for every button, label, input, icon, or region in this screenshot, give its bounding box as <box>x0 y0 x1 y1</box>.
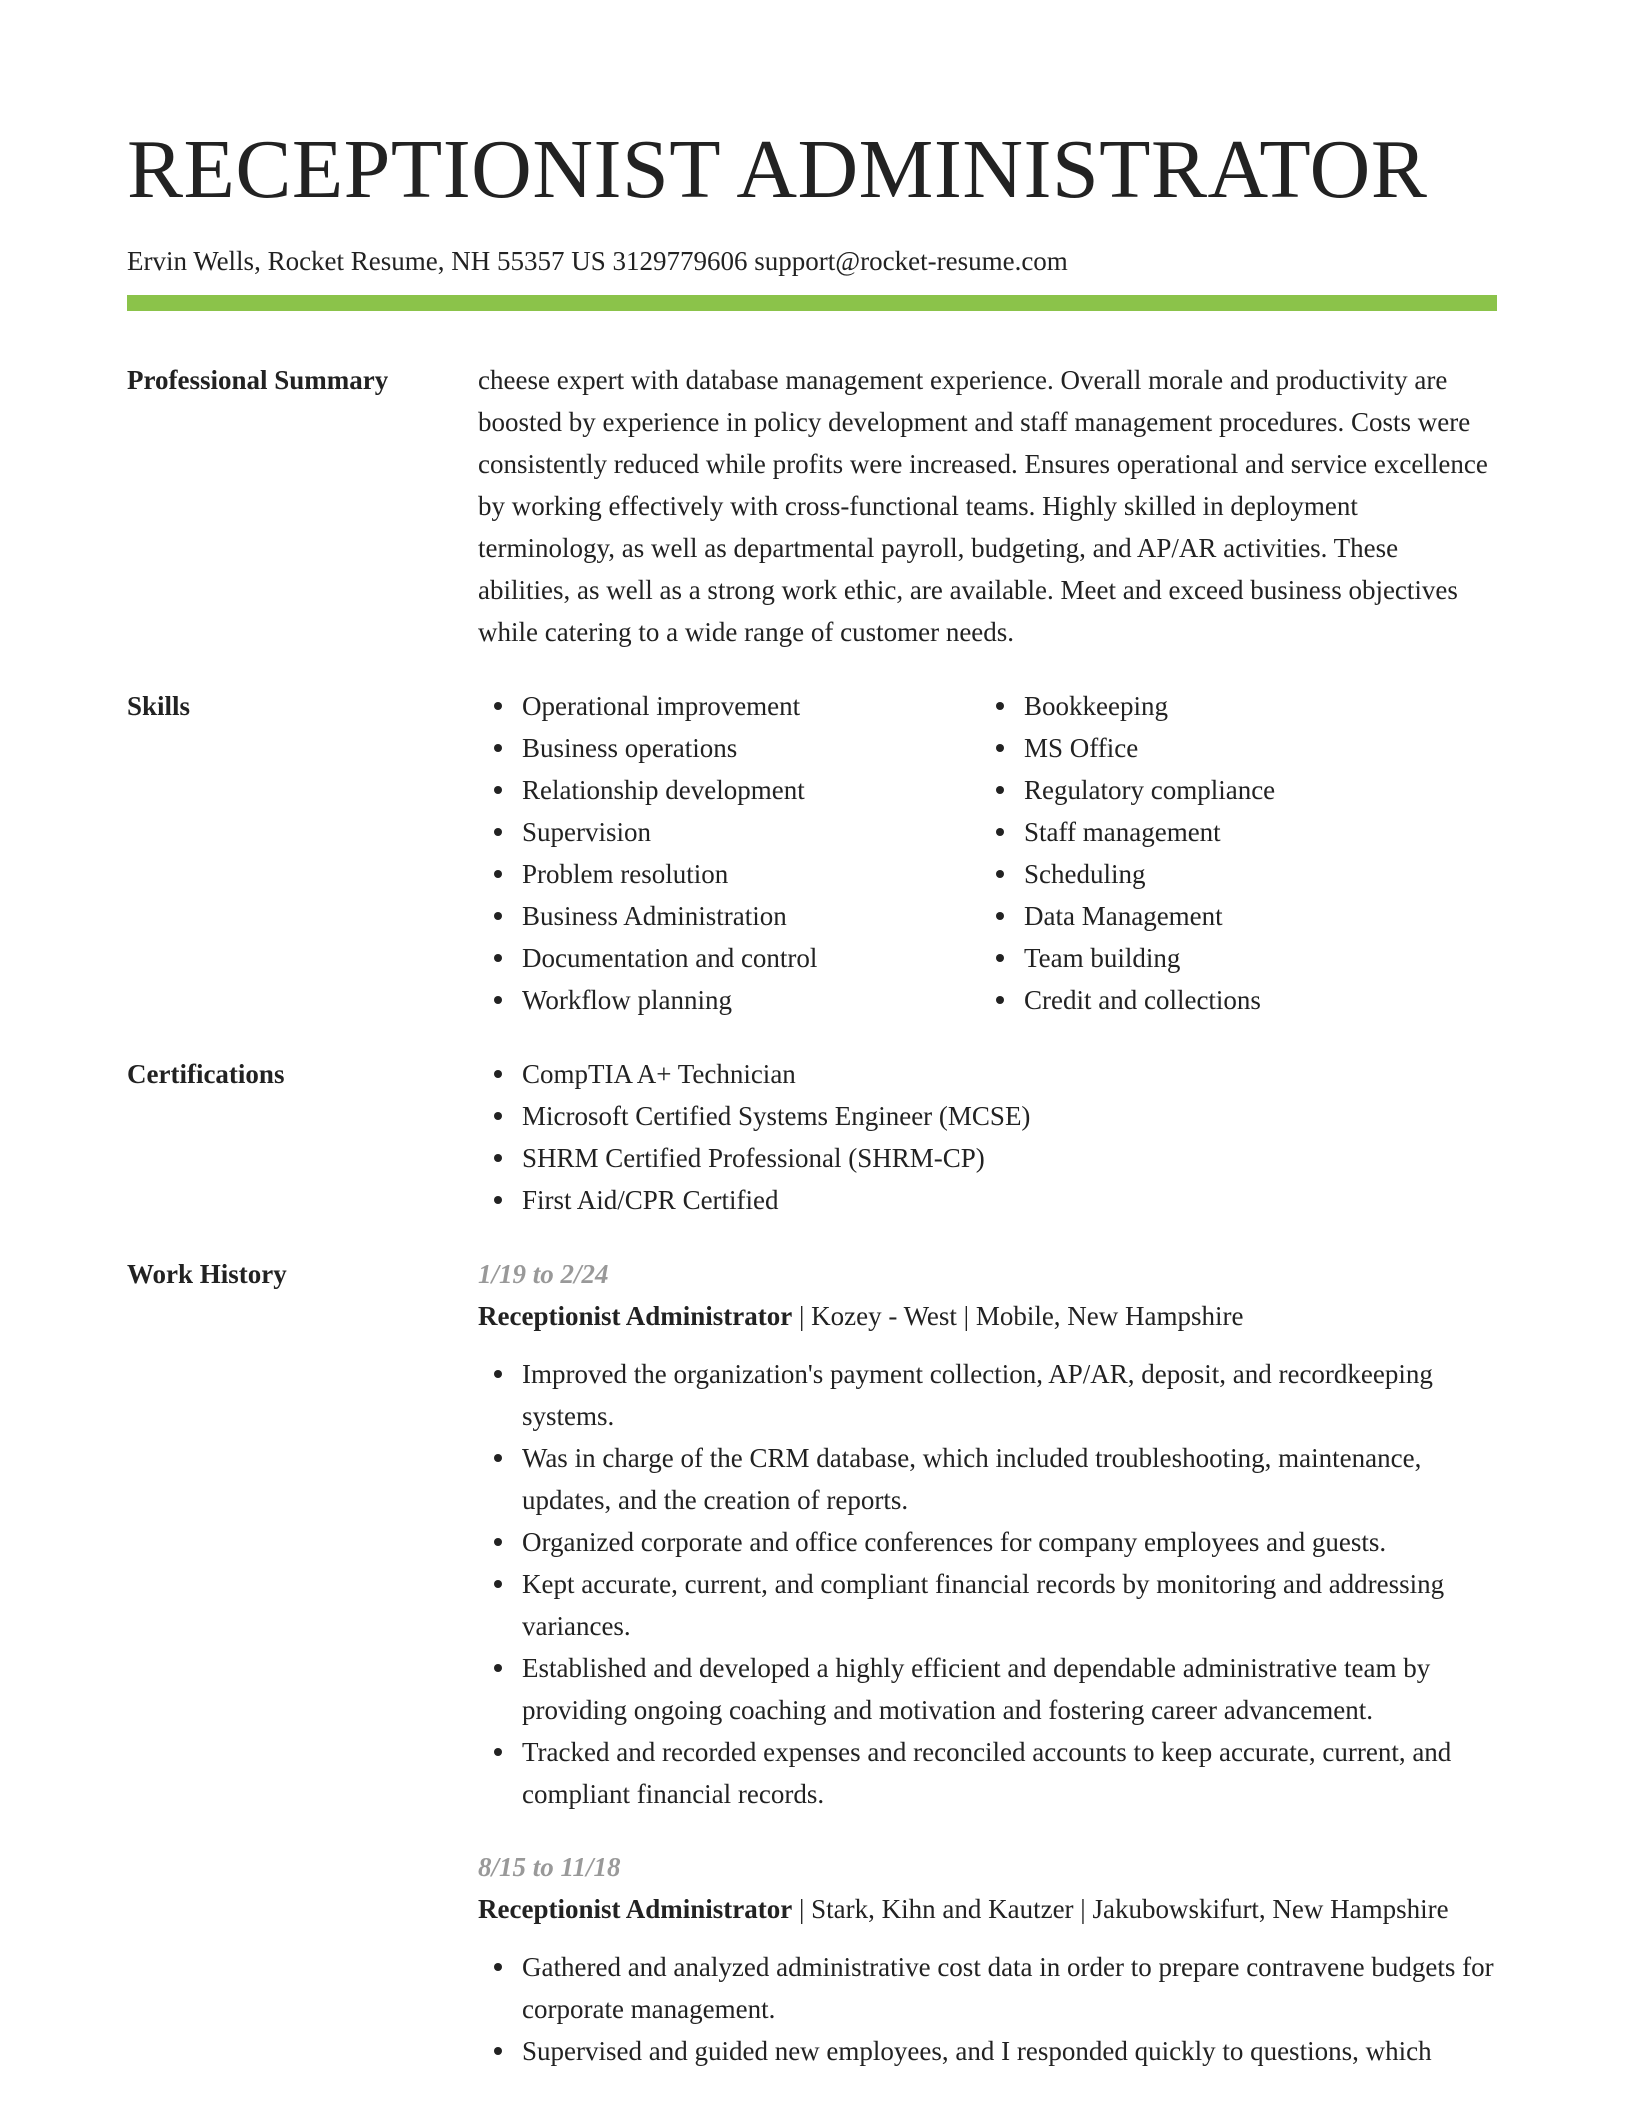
skill-item: Business operations <box>478 727 980 769</box>
skill-item: Workflow planning <box>478 979 980 1021</box>
resume-page <box>127 0 1497 2072</box>
certifications-body <box>478 1053 1497 1221</box>
work-history-section <box>127 1253 1497 2072</box>
skill-item: Relationship development <box>478 769 980 811</box>
skill-item: Team building <box>980 937 1497 979</box>
summary-section <box>127 359 1497 653</box>
certifications-section <box>127 1053 1497 1221</box>
skill-item: Staff management <box>980 811 1497 853</box>
skills-grid <box>478 685 1497 1021</box>
skill-item: MS Office <box>980 727 1497 769</box>
job-title: Receptionist Administrator <box>478 1894 793 1924</box>
certification-item: CompTIA A+ Technician <box>478 1053 1497 1095</box>
skills-section <box>127 685 1497 1021</box>
job-bullet: Tracked and recorded expenses and reconciled accounts to keep accurate, current, and compliant financial records. <box>478 1731 1497 1815</box>
job-dates: 1/19 to 2/24 <box>478 1259 609 1289</box>
job-bullet: Organized corporate and office conferences for company employees and guests. <box>478 1521 1497 1563</box>
job-entry <box>478 1253 1497 1815</box>
certification-item: Microsoft Certified Systems Engineer (MCSE) <box>478 1095 1497 1137</box>
job-bullet: Gathered and analyzed administrative cost data in order to prepare contravene budgets for corporate management. <box>478 1946 1497 2030</box>
job-heading <box>478 1888 1497 1930</box>
skill-item: Bookkeeping <box>980 685 1497 727</box>
skill-item: Data Management <box>980 895 1497 937</box>
skills-list-right <box>980 685 1497 1021</box>
skill-item: Documentation and control <box>478 937 980 979</box>
job-bullets <box>478 1946 1497 2072</box>
job-dates: 8/15 to 11/18 <box>478 1852 621 1882</box>
job-heading <box>478 1295 1497 1337</box>
work-history-label: Work History <box>127 1259 287 1289</box>
skill-item: Supervision <box>478 811 980 853</box>
resume-title: RECEPTIONIST ADMINISTRATOR <box>127 123 1428 216</box>
job-bullet: Established and developed a highly efficient and dependable administrative team by providing ongoing coaching and motivation and fostering career advancement. <box>478 1647 1497 1731</box>
skill-item: Scheduling <box>980 853 1497 895</box>
certifications-label: Certifications <box>127 1059 285 1089</box>
skill-item: Problem resolution <box>478 853 980 895</box>
job-bullet: Was in charge of the CRM database, which included troubleshooting, maintenance, updates, and the creation of reports. <box>478 1437 1497 1521</box>
job-details: | Kozey - West | Mobile, New Hampshire <box>792 1301 1244 1331</box>
work-history-body <box>478 1253 1497 2072</box>
job-title: Receptionist Administrator <box>478 1301 793 1331</box>
skills-label: Skills <box>127 691 191 721</box>
summary-text: cheese expert with database management experience. Overall morale and productivity are boosted by experience in policy development and staff management procedures. Costs were consistently reduced while profits were increased. Ensures operational and service excellence by working effectively with cross-functional teams. Highly skilled in deployment terminology, as well as departmental payroll, budgeting, and AP/AR activities. These abilities, as well as a strong work ethic, are available. Meet and exceed business objectives while catering to a wide range of customer needs. <box>478 365 1488 647</box>
skill-item: Business Administration <box>478 895 980 937</box>
job-bullet: Improved the organization's payment collection, AP/AR, deposit, and recordkeeping systems. <box>478 1353 1497 1437</box>
certifications-list <box>478 1053 1497 1221</box>
job-bullet: Kept accurate, current, and compliant financial records by monitoring and addressing variances. <box>478 1563 1497 1647</box>
contact-line: Ervin Wells, Rocket Resume, NH 55357 US 3129779606 support@rocket-resume.com <box>127 246 1068 276</box>
skill-item: Credit and collections <box>980 979 1497 1021</box>
job-bullets <box>478 1353 1497 1815</box>
certification-item: SHRM Certified Professional (SHRM-CP) <box>478 1137 1497 1179</box>
job-details: | Stark, Kihn and Kautzer | Jakubowskifurt, New Hampshire <box>792 1894 1449 1924</box>
summary-label: Professional Summary <box>127 365 389 395</box>
job-entry <box>478 1846 1497 2072</box>
header-divider <box>127 295 1497 311</box>
skills-list-left <box>478 685 980 1021</box>
skill-item: Regulatory compliance <box>980 769 1497 811</box>
job-bullet: Supervised and guided new employees, and I responded quickly to questions, which <box>478 2030 1497 2072</box>
certification-item: First Aid/CPR Certified <box>478 1179 1497 1221</box>
skill-item: Operational improvement <box>478 685 980 727</box>
